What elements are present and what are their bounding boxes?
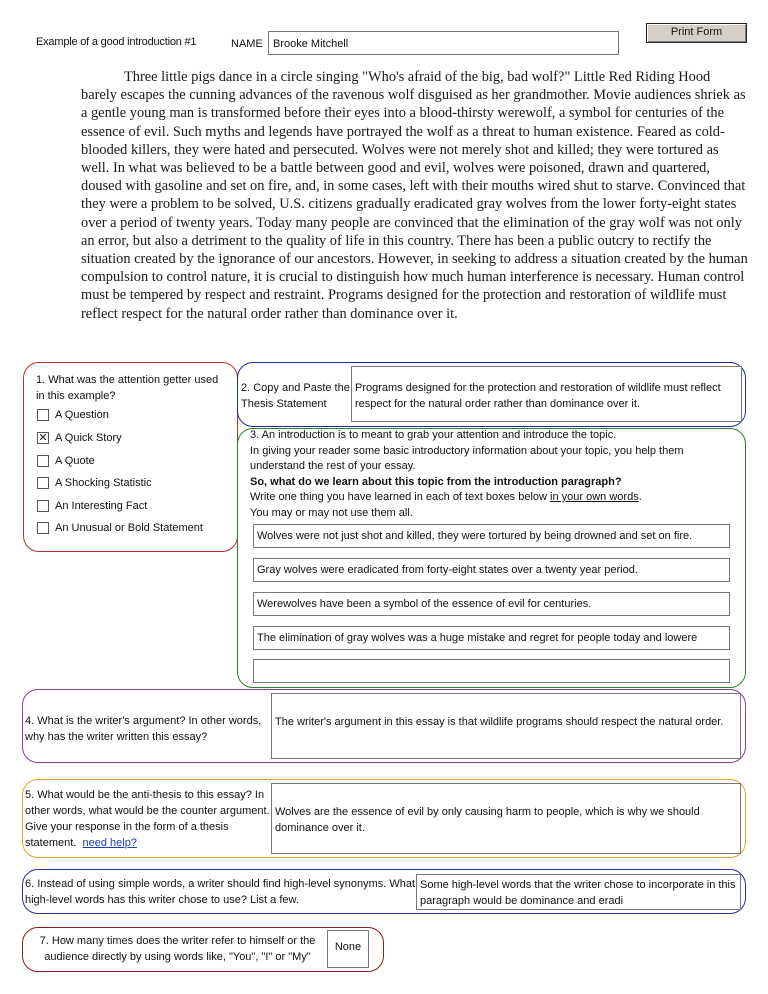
question-5-label: 5. What would be the anti-thesis to this essay? In other words, what would be the counter argument. Give your response in the form of a thesis statement. need help? [25, 789, 270, 849]
question-3-line-2: In giving your reader some basic introductory information about your topic, you help them understand the rest of your essay. [250, 444, 684, 472]
option-label: An Unusual or Bold Statement [55, 522, 203, 534]
option-an-unusual-or-bold-statement[interactable] [37, 522, 203, 534]
thesis-statement-input[interactable]: Programs designed for the protection and restoration of wildlife must reflect respect for the natural order rather than dominance over it. [351, 366, 742, 422]
option-label: An Interesting Fact [55, 500, 148, 512]
checkbox-checked[interactable] [37, 432, 49, 444]
learned-fact-input-5[interactable] [253, 659, 730, 683]
question-1-label: 1. What was the attention getter used in this example? [36, 374, 219, 402]
option-a-question[interactable] [37, 409, 109, 421]
high-level-words-input[interactable]: Some high-level words that the writer chose to incorporate in this paragraph would be dominance and eradi [416, 874, 741, 910]
name-input[interactable]: Brooke Mitchell [268, 31, 619, 55]
need-help-link[interactable]: need help? [82, 837, 137, 849]
question-3-prompt: So, what do we learn about this topic from the introduction paragraph? [250, 475, 622, 488]
form-title: Example of a good introduction #1 [36, 36, 197, 48]
option-a-quick-story[interactable] [37, 432, 122, 444]
learned-fact-input-2[interactable]: Gray wolves were eradicated from forty-eight states over a twenty year period. [253, 558, 730, 582]
option-label: A Quick Story [55, 432, 122, 444]
question-3-line-1: 3. An introduction is to meant to grab your attention and introduce the topic. [250, 429, 617, 441]
checkbox[interactable] [37, 500, 49, 512]
checkbox[interactable] [37, 477, 49, 489]
name-label: NAME [231, 38, 263, 50]
option-a-quote[interactable] [37, 455, 95, 467]
in-your-own-words-emphasis: in your own words [550, 491, 639, 503]
print-form-button[interactable]: Print Form [646, 23, 747, 43]
question-3-note: You may or may not use them all. [250, 506, 413, 519]
option-label: A Shocking Statistic [55, 477, 152, 489]
option-a-shocking-statistic[interactable] [37, 477, 152, 489]
question-7-label: 7. How many times does the writer refer to himself or the audience directly by using words like, "You", "I" or "My" [39, 935, 316, 963]
learned-fact-input-4[interactable]: The elimination of gray wolves was a huge mistake and regret for people today and lowere [253, 626, 730, 650]
checkbox[interactable] [37, 522, 49, 534]
writers-argument-input[interactable]: The writer's argument in this essay is that wildlife programs should respect the natural order. [271, 693, 741, 759]
option-label: A Quote [55, 455, 95, 467]
checkbox[interactable] [37, 455, 49, 467]
learned-fact-input-1[interactable]: Wolves were not just shot and killed, they were tortured by being drowned and set on fire. [253, 524, 730, 548]
question-2-label: 2. Copy and Paste the Thesis Statement [241, 382, 350, 410]
self-reference-count-input[interactable]: None [327, 930, 369, 968]
x-mark-icon: ✕ [38, 431, 48, 444]
question-4-label: 4. What is the writer's argument? In other words, why has the writer written this essay? [25, 715, 262, 743]
option-an-interesting-fact[interactable] [37, 500, 147, 512]
learned-fact-input-3[interactable]: Werewolves have been a symbol of the essence of evil for centuries. [253, 592, 730, 616]
anti-thesis-input[interactable]: Wolves are the essence of evil by only causing harm to people, which is why we should dominance over it. [271, 783, 741, 854]
essay-paragraph: Three little pigs dance in a circle singing "Who's afraid of the big, bad wolf?" Little Red Riding Hood barely escapes the cunning advances of the ravenous wolf disguised as her grandmother. Movie audiences shriek as a gentle young man is transformed before their eyes into a blood-thirsty werewolf, a symbol for centuries of the essence of evil. Such myths and legends have portrayed the wolf as a threat to human existence. Feared as cold-blooded killers, they were hated and persecuted. Wolves were not merely shot and killed; they were tortured as well. In what was believed to be a battle between good and evil, wolves were poisoned, drawn and quartered, doused with gasoline and set on fire, and, in some cases, left with their mouths wired shut to starve. Convinced that they were a problem to be solved, U.S. citizens gradually eradicated gray wolves from the lower forty-eight states over a period of twenty years. Today many people are convinced that the elimination of the gray wolf was not only an error, but also a detriment to the quality of life in this country. There has been a public outcry to rectify the situation created by the ignorance of our ancestors. However, in seeking to address a situation created by the human compulsion to control nature, it is crucial to distinguish how much human interference is necessary. Human control must be tempered by respect and restraint. Programs designed for the protection and restoration of wildlife must reflect respect for the natural order rather than dominance over it. [81, 69, 748, 322]
question-6-label: 6. Instead of using simple words, a writer should find high-level synonyms. What high-level words has this writer chose to use? List a few. [25, 878, 416, 906]
question-3-instructions [250, 428, 740, 521]
question-3-instruction: Write one thing you have learned in each of text boxes below in your own words. [250, 491, 642, 503]
option-label: A Question [55, 409, 109, 421]
checkbox[interactable] [37, 409, 49, 421]
